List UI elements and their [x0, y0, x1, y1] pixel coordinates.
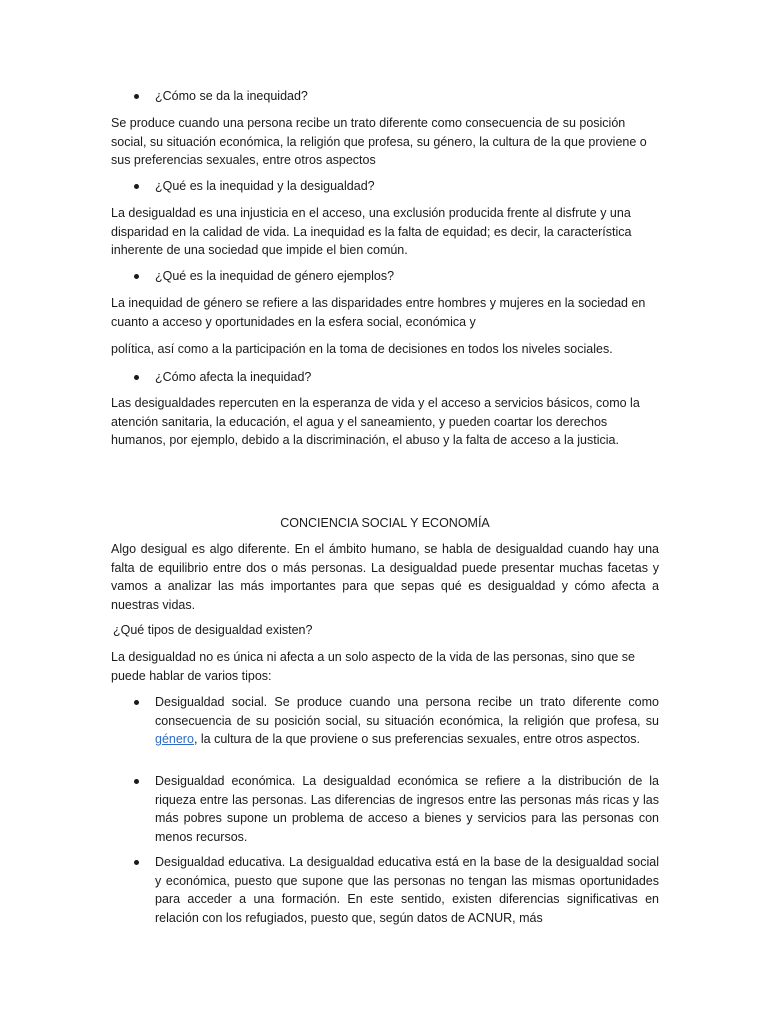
- section-intro: Algo desigual es algo diferente. En el ámbito humano, se habla de desigualdad cuando hay una falta de equilibrio entre dos o más personas. La desigualdad puede presentar muchas facetas y vamos a analizar las más importantes para que sepas qué es desigualdad y cómo afecta a nuestras vidas.: [111, 542, 659, 612]
- type-text: Se produce cuando una persona recibe un trato diferente como consecuencia de su posición social, su situación económica, la religión que profesa, su: [155, 695, 660, 728]
- type-text: La desigualdad educativa está en la base de la desigualdad social y económica, puesto que supone que las personas no tengan las mismas oportunidades para acceder a una formación. En este sentido, existen diferencias significativas en relación con los refugiados, puesto que, según datos de ACNUR, más: [155, 855, 659, 925]
- list-item-social: [111, 693, 659, 749]
- faq-answer-3b: política, así como a la participación en la toma de decisiones en todos los niveles sociales.: [111, 342, 613, 356]
- faq-answer-3a: La inequidad de género se refiere a las disparidades entre hombres y mujeres en la sociedad en cuanto a acceso y oportunidades en la esfera social, económica y: [111, 296, 646, 329]
- faq-answer-1: Se produce cuando una persona recibe un trato diferente como consecuencia de su posición social, su situación económica, la religión que profesa, su género, la cultura de la que proviene o sus preferencias sexuales, entre otros aspectos: [111, 116, 647, 167]
- faq-question-1: ¿Cómo se da la inequidad?: [111, 87, 659, 106]
- faq-answer-2: La desigualdad es una injusticia en el acceso, una exclusión producida frente al disfrute y una disparidad en la calidad de vida. La inequidad es la falta de equidad; es decir, la característica inherente de una sociedad que impide el bien común.: [111, 206, 632, 257]
- type-name: Desigualdad social.: [155, 695, 268, 709]
- list-item-educativa: [111, 853, 659, 927]
- faq-question-3: ¿Qué es la inequidad de género ejemplos?: [111, 267, 659, 286]
- type-name: Desigualdad educativa.: [155, 855, 286, 869]
- type-text: La desigualdad económica se refiere a la distribución de la riqueza entre las personas. Las diferencias de ingresos entre las personas más ricas y las más pobres supone un problema de acceso a bienes y servicios para las personas con menos recursos.: [155, 774, 659, 844]
- faq-question-2: ¿Qué es la inequidad y la desigualdad?: [111, 177, 659, 196]
- type-name: Desigualdad económica.: [155, 774, 296, 788]
- section-question: ¿Qué tipos de desigualdad existen?: [113, 623, 313, 637]
- list-item-economica: [111, 772, 659, 846]
- section-title: CONCIENCIA SOCIAL Y ECONOMÍA: [280, 516, 490, 530]
- section-lead: La desigualdad no es única ni afecta a un solo aspecto de la vida de las personas, sino que se puede hablar de varios tipos:: [111, 650, 635, 683]
- faq-answer-4: Las desigualdades repercuten en la esperanza de vida y el acceso a servicios básicos, como la atención sanitaria, la educación, el agua y el saneamiento, y pueden coartar los derechos humanos, por ejemplo, debido a la discriminación, el abuso y la falta de acceso a la justicia.: [111, 396, 640, 447]
- genero-link[interactable]: género: [155, 732, 194, 746]
- type-text: , la cultura de la que proviene o sus preferencias sexuales, entre otros aspectos.: [193, 732, 641, 746]
- faq-question-4: ¿Cómo afecta la inequidad?: [111, 368, 659, 387]
